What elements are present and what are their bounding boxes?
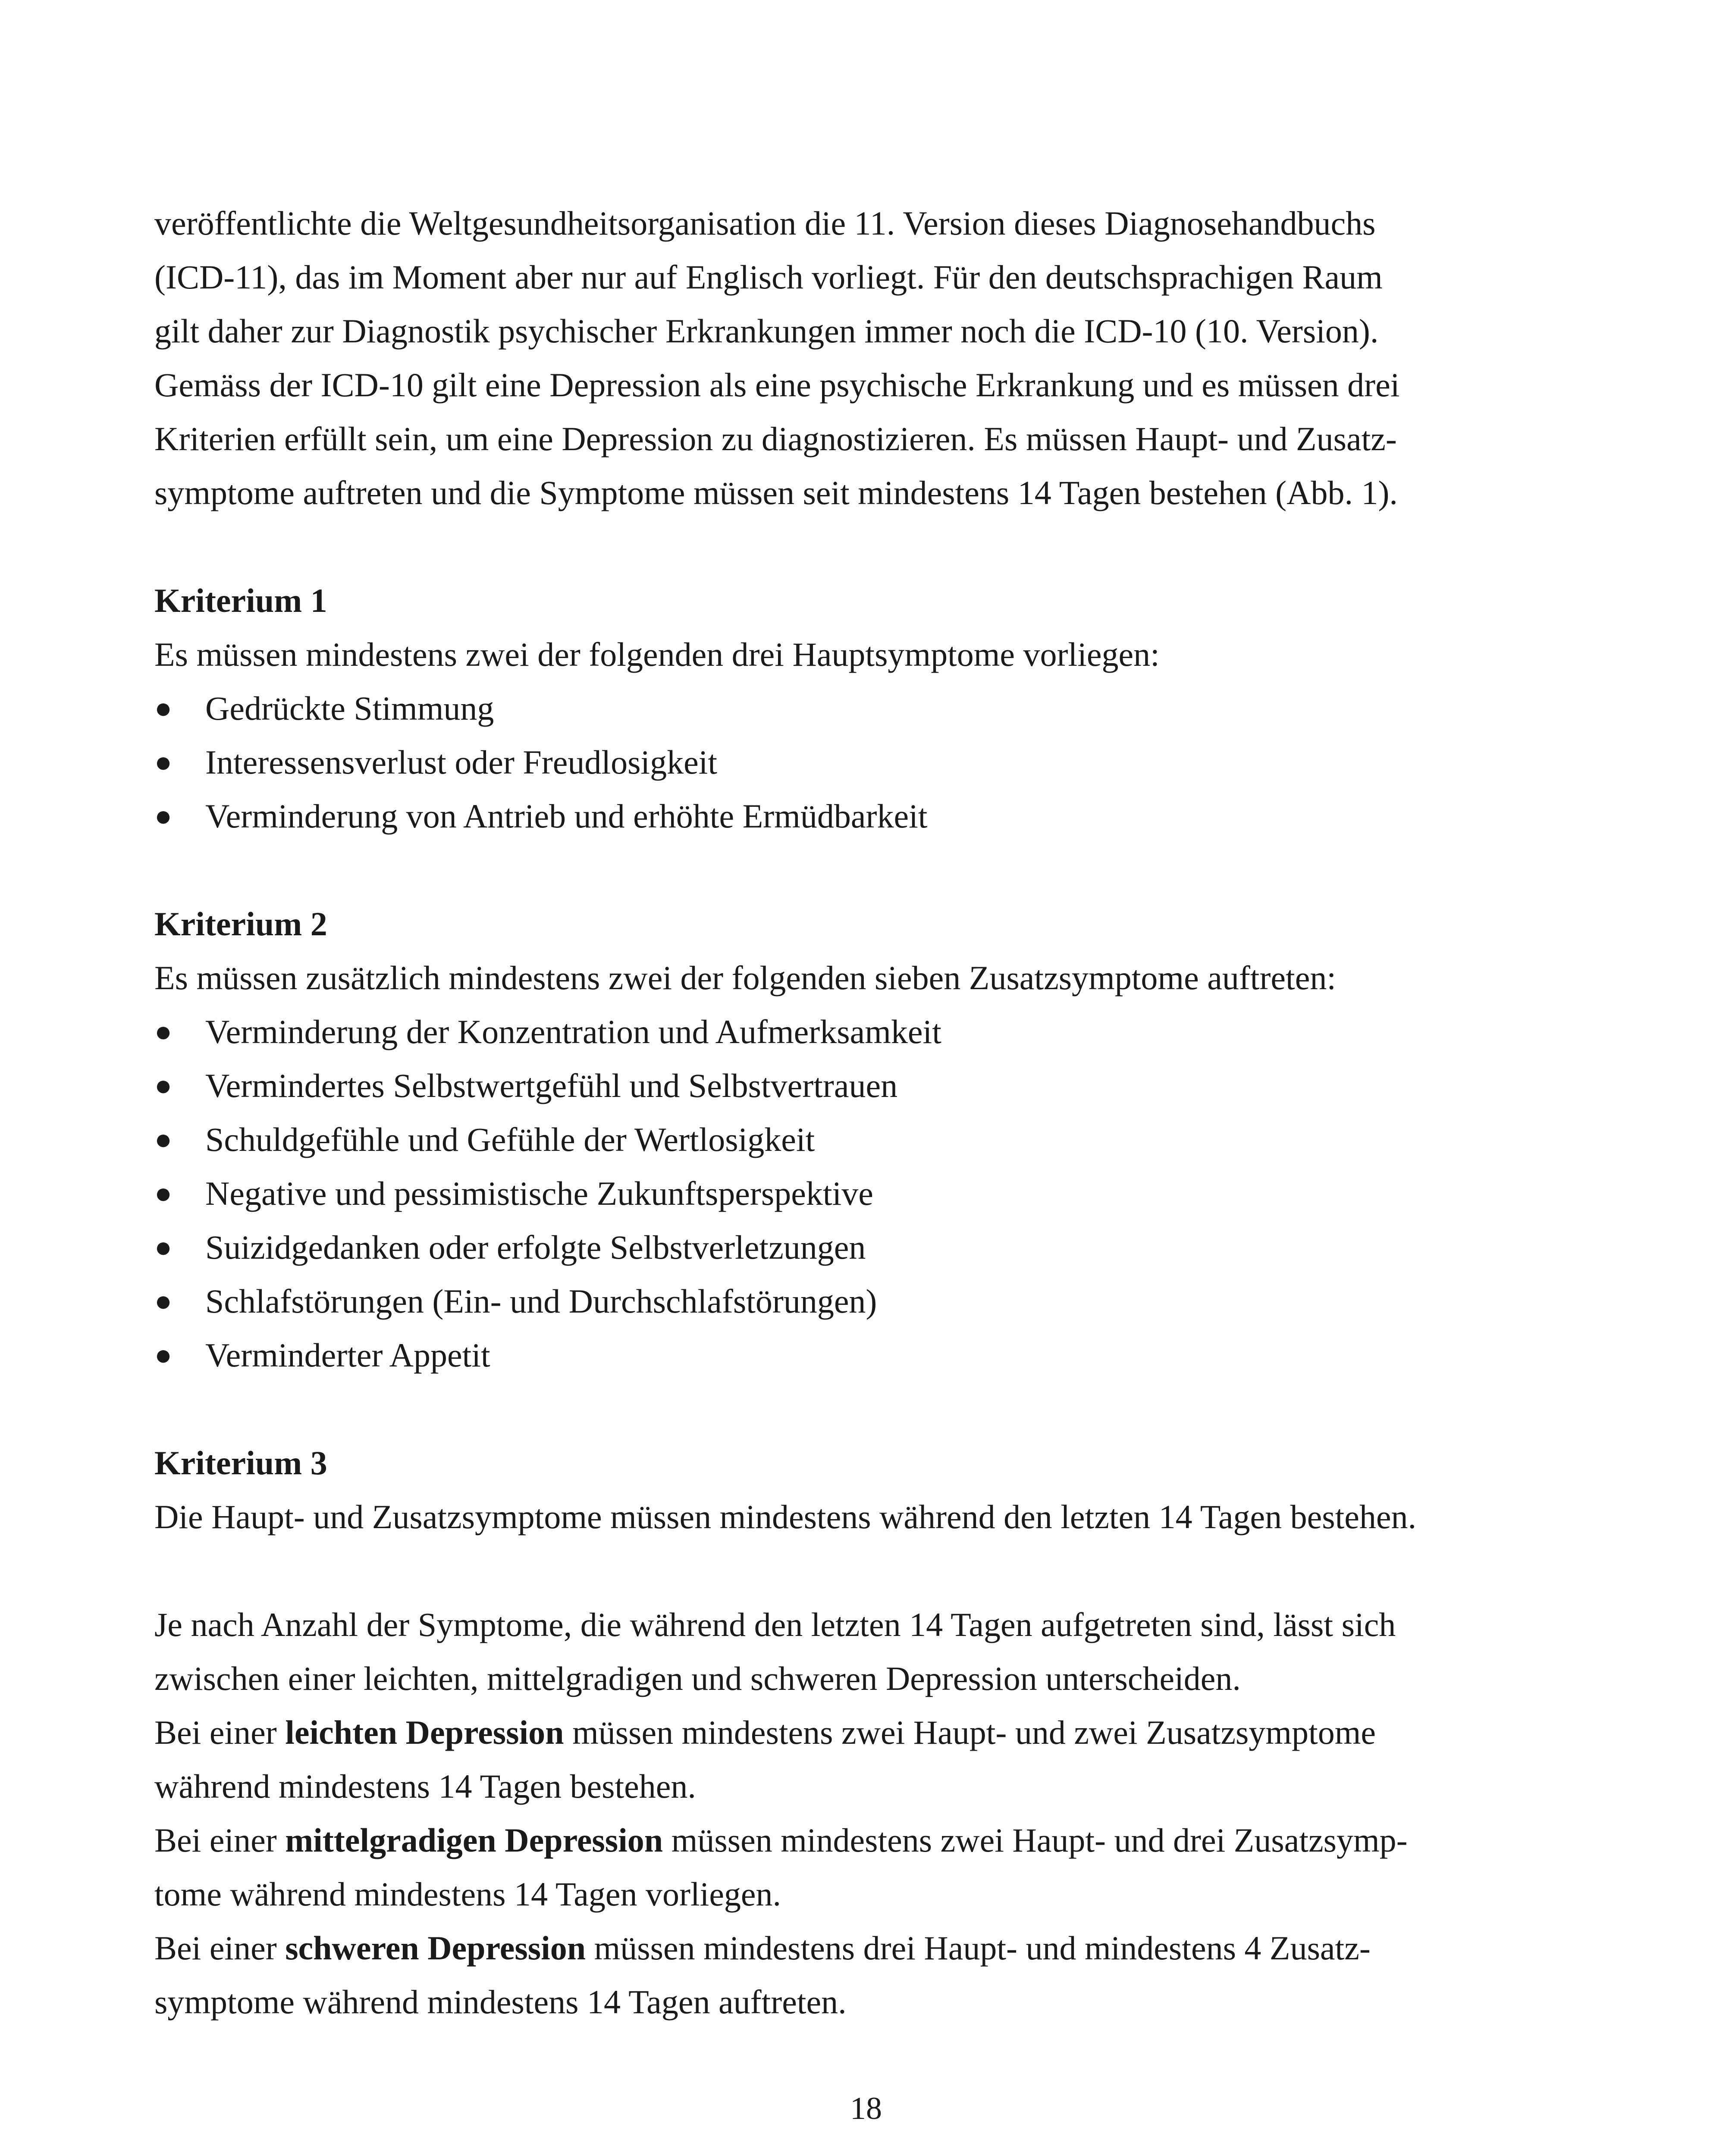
criterion-text: Es müssen mindestens zwei der folgenden drei Hauptsymptome vorliegen: — [154, 636, 1160, 673]
bullet-icon: ● — [154, 1015, 173, 1048]
list-item-text: Gedrückte Stimmung — [205, 689, 494, 727]
moderate-depression-term: mittelgradigen Depression — [285, 1821, 663, 1859]
list-item — [154, 789, 1503, 843]
intro-line: (ICD-11), das im Moment aber nur auf Englisch vorliegt. Für den deutschsprachigen Raum — [154, 258, 1383, 296]
criterion-text: Die Haupt- und Zusatzsymptome müssen mindestens während den letzten 14 Tagen bestehen. — [154, 1498, 1417, 1536]
intro-paragraph — [154, 196, 1503, 520]
page-number: 18 — [850, 2091, 882, 2126]
severe-depression-term: schweren Depression — [285, 1929, 586, 1967]
mild-prefix: Bei einer — [154, 1714, 286, 1751]
list-item-text: Verminderter Appetit — [205, 1336, 490, 1374]
list-item-text: Interessensverlust oder Freudlosigkeit — [205, 743, 718, 781]
document-page — [154, 196, 1503, 2029]
main-symptom-list — [154, 681, 1503, 843]
list-item-text: Schuldgefühle und Gefühle der Wertlosigkeit — [205, 1121, 815, 1158]
criterion-title: Kriterium 1 — [154, 582, 327, 619]
criterion-1 — [154, 573, 1503, 843]
bullet-icon: ● — [154, 1069, 173, 1102]
criterion-2 — [154, 897, 1503, 1382]
bullet-icon: ● — [154, 1338, 173, 1371]
list-item-text: Suizidgedanken oder erfolgte Selbstverletzungen — [205, 1228, 866, 1266]
list-item — [154, 1274, 1503, 1328]
severity-section — [154, 1598, 1503, 2029]
mild-depression-term: leichten Depression — [285, 1714, 564, 1751]
intro-line: Gemäss der ICD-10 gilt eine Depression als eine psychische Erkrankung und es müssen drei — [154, 366, 1400, 404]
list-item — [154, 1166, 1503, 1220]
moderate-rest: müssen mindestens zwei Haupt- und drei Zusatzsymp- — [663, 1821, 1408, 1859]
severity-lead-line: zwischen einer leichten, mittelgradigen und schweren Depression unterscheiden. — [154, 1660, 1241, 1697]
severe-depression-line-2: symptome während mindestens 14 Tagen auftreten. — [154, 1983, 847, 2021]
list-item — [154, 1005, 1503, 1059]
intro-line: symptome auftreten und die Symptome müssen seit mindestens 14 Tagen bestehen (Abb. 1). — [154, 474, 1398, 511]
bullet-icon: ● — [154, 1177, 173, 1210]
additional-symptom-list — [154, 1005, 1503, 1382]
list-item — [154, 735, 1503, 789]
moderate-prefix: Bei einer — [154, 1821, 286, 1859]
intro-line: veröffentlichte die Weltgesundheitsorganisation die 11. Version dieses Diagnosehandbuchs — [154, 204, 1376, 242]
list-item — [154, 1059, 1503, 1112]
list-item-text: Schlafstörungen (Ein- und Durchschlafstörungen) — [205, 1282, 877, 1320]
moderate-depression-line-2: tome während mindestens 14 Tagen vorliegen. — [154, 1875, 781, 1913]
list-item — [154, 1220, 1503, 1274]
list-item-text: Verminderung von Antrieb und erhöhte Ermüdbarkeit — [205, 797, 928, 835]
list-item-text: Negative und pessimistische Zukunftsperspektive — [205, 1175, 873, 1212]
criterion-title: Kriterium 3 — [154, 1444, 327, 1482]
list-item-text: Vermindertes Selbstwertgefühl und Selbstvertrauen — [205, 1067, 898, 1104]
bullet-icon: ● — [154, 799, 173, 832]
bullet-icon: ● — [154, 746, 173, 778]
intro-line: Kriterien erfüllt sein, um eine Depression zu diagnostizieren. Es müssen Haupt- und Zusatz- — [154, 420, 1397, 458]
criterion-title: Kriterium 2 — [154, 905, 327, 943]
severe-prefix: Bei einer — [154, 1929, 286, 1967]
list-item — [154, 681, 1503, 735]
criterion-3 — [154, 1436, 1503, 1544]
bullet-icon: ● — [154, 1231, 173, 1263]
mild-depression-line — [154, 1705, 1503, 1759]
mild-rest: müssen mindestens zwei Haupt- und zwei Zusatzsymptome — [564, 1714, 1376, 1751]
list-item-text: Verminderung der Konzentration und Aufmerksamkeit — [205, 1013, 941, 1050]
severe-rest: müssen mindestens drei Haupt- und mindestens 4 Zusatz- — [586, 1929, 1371, 1967]
bullet-icon: ● — [154, 1285, 173, 1317]
moderate-depression-line — [154, 1813, 1503, 1867]
bullet-icon: ● — [154, 692, 173, 724]
mild-depression-line-2: während mindestens 14 Tagen bestehen. — [154, 1767, 696, 1805]
list-item — [154, 1328, 1503, 1382]
intro-line: gilt daher zur Diagnostik psychischer Erkrankungen immer noch die ICD-10 (10. Version). — [154, 312, 1379, 350]
criterion-text: Es müssen zusätzlich mindestens zwei der folgenden sieben Zusatzsymptome auftreten: — [154, 959, 1337, 997]
bullet-icon: ● — [154, 1123, 173, 1156]
severity-lead-line: Je nach Anzahl der Symptome, die während den letzten 14 Tagen aufgetreten sind, lässt sich — [154, 1606, 1396, 1643]
list-item — [154, 1112, 1503, 1166]
severe-depression-line — [154, 1921, 1503, 1975]
